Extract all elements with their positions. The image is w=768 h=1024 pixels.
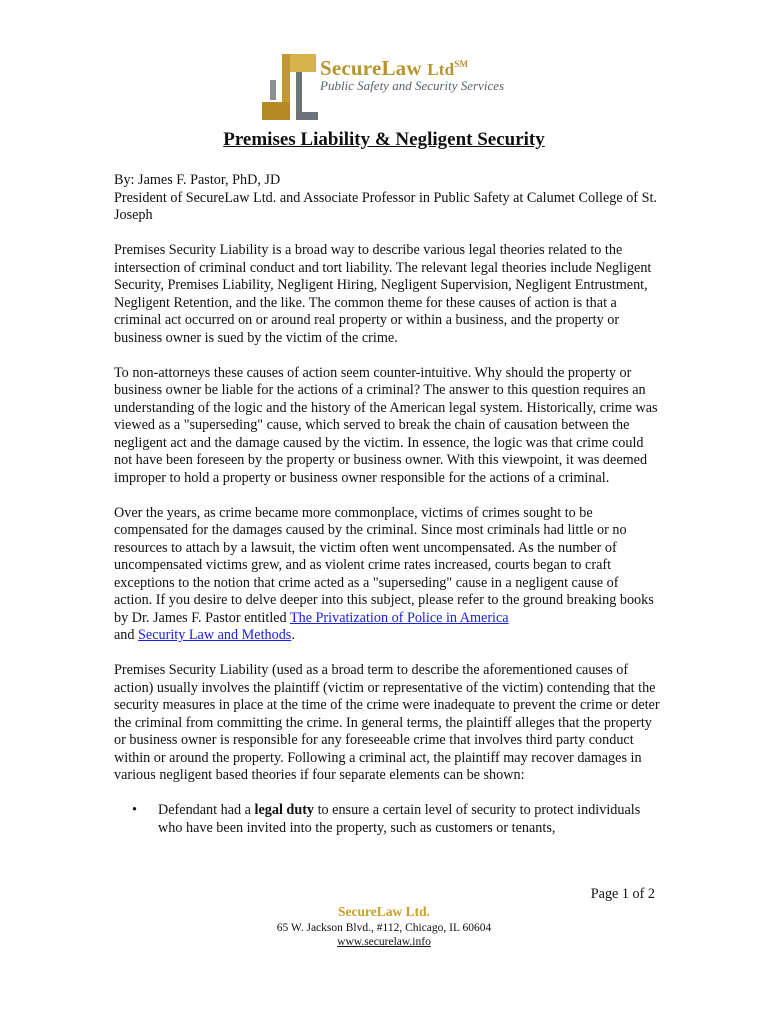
page-footer: [0, 904, 768, 949]
paragraph-exceptions: Over the years, as crime became more commonplace, victims of crimes sought to be compensated for the damages caused by the criminal. Since most criminals had little or no resources to attach by a lawsuit, the victim often went uncompensated. As the number of uncompensated victims grew, and as violent crime rates increased, courts began to craft exceptions to the notion that crime acted as a "superseding" cause in a negligent cause of action. If you desire to delve deeper into this subject, please refer to the ground breaking books by Dr. James F. Pastor entitled The Privatization of Police in America and Security Law and Methods.: [114, 504, 654, 643]
footer-address: 65 W. Jackson Blvd., #112, Chicago, IL 60604: [276, 922, 492, 934]
document-body: [114, 172, 660, 837]
author-byline: By: James F. Pastor, PhD, JD: [114, 172, 281, 188]
book-link-security-law-and-methods[interactable]: Security Law and Methods: [138, 627, 292, 643]
author-affiliation: President of SecureLaw Ltd. and Associate Professor in Public Safety at Calumet College of St. Joseph: [114, 189, 657, 223]
list-item: • Defendant had a legal duty to ensure a certain level of security to protect individuals who have been invited into the property, such as customers or tenants,: [132, 802, 641, 836]
paragraph-intro: Premises Security Liability is a broad way to describe various legal theories related to the intersection of criminal conduct and tort liability. The relevant legal theories include Negligent Security, Premises Liability, Negligent Hiring, Negligent Supervision, Negligent Entrustment, Negligent Retention, and the like. The common theme for these causes of action is that a criminal act occurred on or around real property or within a business, and the property or business owner is sued by the victim of the crime.: [114, 242, 652, 346]
paragraph-elements: Premises Security Liability (used as a broad term to describe the aforementioned causes of action) usually involves the plaintiff (victim or representative of the victim) contending that the security measures in place at the time of the crime were inadequate to prevent the crime or deter the criminal from committing the crime. In general terms, the plaintiff alleges that the property or business owner is responsible for any foreseeable crime that involves third party conduct within or around the property. Following a criminal act, the plaintiff may recover damages in various negligent based theories if four separate elements can be shown:: [114, 662, 660, 783]
page-number: Page 1 of 2: [590, 886, 655, 902]
securelaw-logo: [256, 48, 526, 122]
footer-company: SecureLaw Ltd.: [337, 904, 430, 919]
paragraph-history: To non-attorneys these causes of action seem counter-intuitive. Why should the property or business owner be liable for the actions of a criminal? The answer to this question requires an understanding of the logic and the history of the American legal system. Historically, crime was viewed as a "superseding" cause, which served to break the chain of causation between the negligent act and the damage caused by the victim. In essence, the logic was that crime could not have been foreseen by the property or business owner. With this viewpoint, it was deemed improper to hold a property or business owner responsible for the actions of a criminal.: [114, 364, 658, 486]
elements-list: [114, 802, 660, 837]
logo-title: SecureLaw Ltd℠: [320, 56, 469, 80]
document-title: Premises Liability & Negligent Security: [223, 129, 545, 150]
bullet-icon: •: [132, 802, 137, 818]
footer-url-link[interactable]: www.securelaw.info: [337, 936, 431, 948]
book-link-privatization-of-police[interactable]: The Privatization of Police in America: [289, 609, 509, 626]
securelaw-logo-mark-icon: [260, 52, 320, 120]
logo-tagline: Public Safety and Security Services: [320, 78, 505, 93]
